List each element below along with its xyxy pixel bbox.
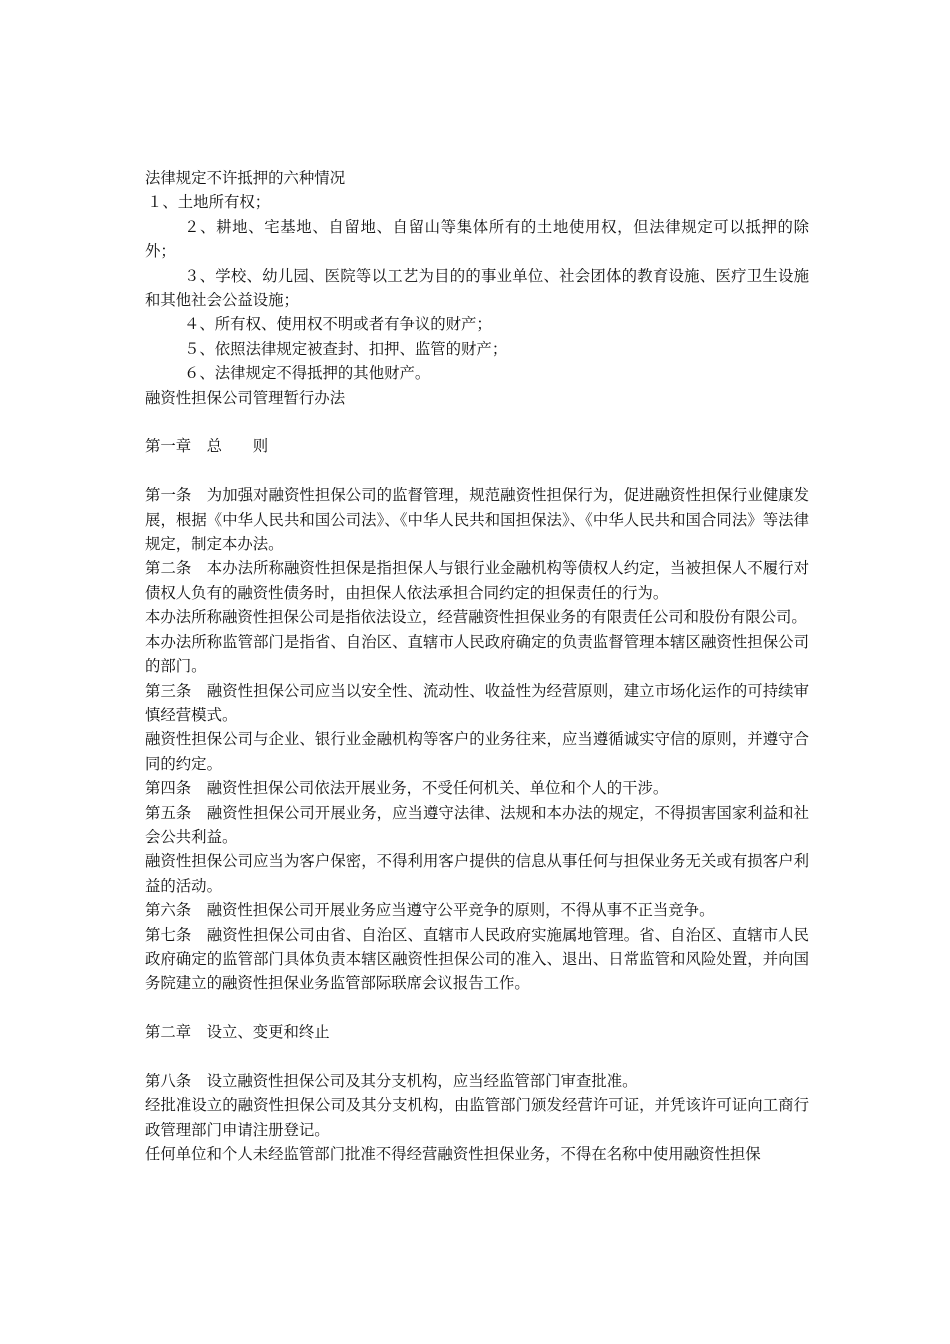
article-paragraph: 第三条 融资性担保公司应当以安全性、流动性、收益性为经营原则，建立市场化运作的可持续审慎经营模式。 <box>145 681 809 724</box>
list-item: ２、耕地、宅基地、自留地、自留山等集体所有的土地使用权，但法律规定可以抵押的除外； <box>145 217 809 261</box>
article-paragraph: 第一条 为加强对融资性担保公司的监督管理，规范融资性担保行为，促进融资性担保行业健康发展，根据《中华人民共和国公司法》、《中华人民共和国担保法》、《中华人民共和国合同法》等法律规定，制定本办法。 <box>145 486 809 554</box>
blank-line <box>145 1045 809 1069</box>
article-paragraph: 第四条 融资性担保公司依法开展业务，不受任何机关、单位和个人的干涉。 <box>145 779 669 798</box>
article-paragraph: 融资性担保公司与企业、银行业金融机构等客户的业务往来，应当遵循诚实守信的原则，并遵守合同的约定。 <box>145 730 809 773</box>
blank-line <box>145 459 809 483</box>
article-paragraph: 经批准设立的融资性担保公司及其分支机构，由监管部门颁发经营许可证，并凭该许可证向工商行政管理部门申请注册登记。 <box>145 1096 809 1139</box>
article-paragraph: 第六条 融资性担保公司开展业务应当遵守公平竞争的原则，不得从事不正当竞争。 <box>145 901 715 920</box>
article-paragraph: 第二条 本办法所称融资性担保是指担保人与银行业金融机构等债权人约定，当被担保人不履行对债权人负有的融资性债务时，由担保人依法承担合同约定的担保责任的行为。 <box>145 559 809 602</box>
list-item: ４、所有权、使用权不明或者有争议的财产； <box>184 315 492 334</box>
blank-line <box>145 996 809 1020</box>
chapter-heading: 第一章 总 则 <box>145 437 269 456</box>
blank-line <box>145 410 809 434</box>
article-paragraph: 第八条 设立融资性担保公司及其分支机构，应当经监管部门审查批准。 <box>145 1071 638 1090</box>
section-title: 法律规定不许抵押的六种情况 <box>145 169 346 187</box>
law-title: 融资性担保公司管理暂行办法 <box>145 388 346 407</box>
article-paragraph: 任何单位和个人未经监管部门批准不得经营融资性担保业务，不得在名称中使用融资性担保 <box>145 1145 761 1164</box>
article-paragraph: 本办法所称监管部门是指省、自治区、直辖市人民政府确定的负责监督管理本辖区融资性担保公司的部门。 <box>145 632 809 676</box>
article-paragraph: 第五条 融资性担保公司开展业务，应当遵守法律、法规和本办法的规定，不得损害国家利益和社会公共利益。 <box>145 803 809 846</box>
list-item: １、土地所有权； <box>147 193 271 212</box>
chapter-heading: 第二章 设立、变更和终止 <box>145 1023 330 1042</box>
article-paragraph: 第七条 融资性担保公司由省、自治区、直辖市人民政府实施属地管理。省、自治区、直辖市人民政府确定的监管部门具体负责本辖区融资性担保公司的准入、退出、日常监管和风险处置，并向国务院建立的融资性担保业务监管部际联席会议报告工作。 <box>145 925 809 993</box>
article-paragraph: 融资性担保公司应当为客户保密，不得利用客户提供的信息从事任何与担保业务无关或有损客户利益的活动。 <box>145 852 809 895</box>
document-page <box>145 166 809 1167</box>
list-item: ６、法律规定不得抵押的其他财产。 <box>184 364 431 383</box>
list-item: ３、学校、幼儿园、医院等以工艺为目的的事业单位、社会团体的教育设施、医疗卫生设施和其他社会公益设施； <box>145 266 809 310</box>
list-item: ５、依照法律规定被查封、扣押、监管的财产； <box>184 339 508 358</box>
article-paragraph: 本办法所称融资性担保公司是指依法设立，经营融资性担保业务的有限责任公司和股份有限公司。 <box>145 608 807 627</box>
